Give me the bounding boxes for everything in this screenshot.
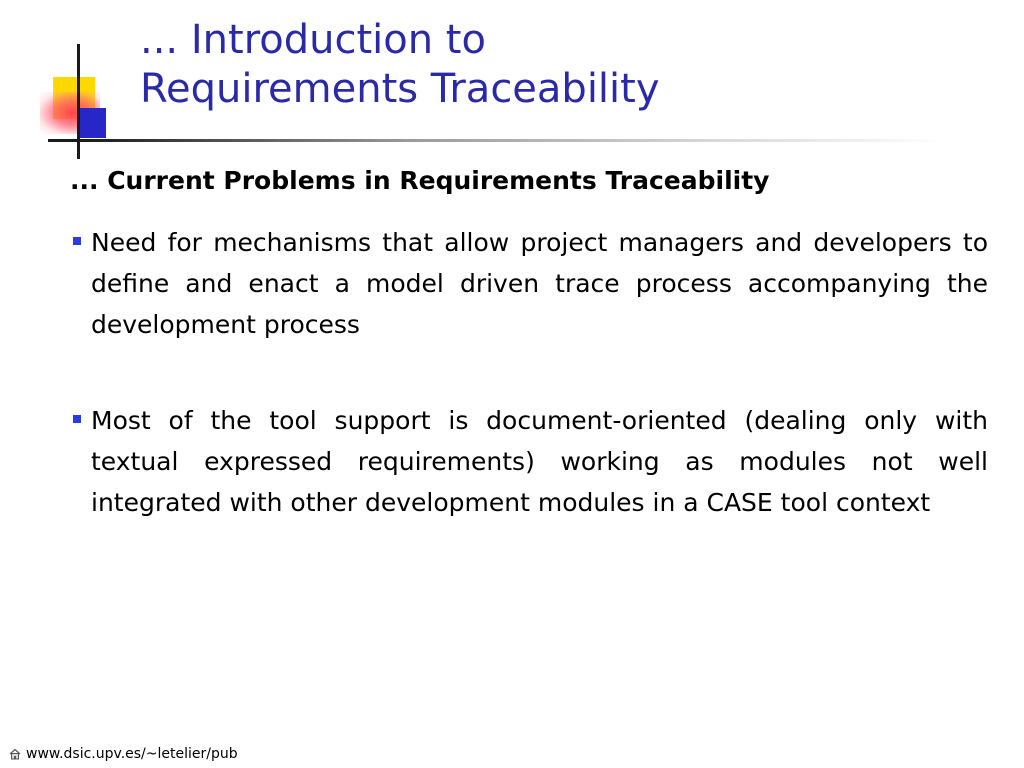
bullet-square-icon	[73, 237, 81, 245]
footer-url[interactable]: www.dsic.upv.es/~letelier/pub	[26, 746, 238, 762]
footer	[8, 744, 238, 764]
bullet-item	[70, 400, 988, 523]
slide-title	[140, 16, 1000, 114]
bullet-item	[70, 222, 988, 345]
title-underline	[48, 139, 948, 142]
bullet-text: Most of the tool support is document-oriented (dealing only with textual expressed requirements) working as modules not well integrated with other development modules in a CASE tool context	[91, 406, 988, 517]
slide-title-line1: ... Introduction to	[140, 17, 486, 63]
bullet-text: Need for mechanisms that allow project managers and developers to define and enact a model driven trace process accompanying the development process	[91, 228, 988, 339]
bullet-square-icon	[73, 415, 81, 423]
logo-blue-square	[80, 108, 106, 138]
bullet-list	[70, 222, 988, 578]
slide-title-line2: Requirements Traceability	[140, 66, 660, 112]
house-icon	[8, 747, 22, 761]
section-heading: ... Current Problems in Requirements Traceability	[70, 166, 770, 195]
